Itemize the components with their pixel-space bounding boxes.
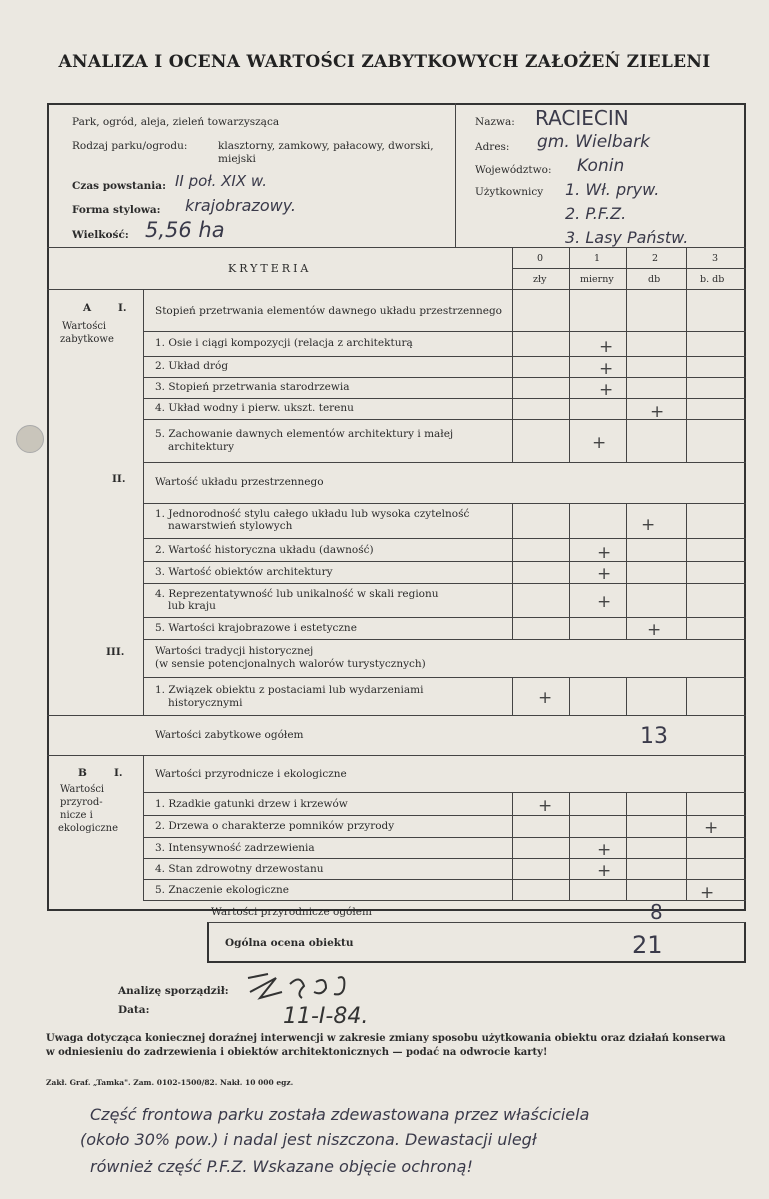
nazwa-label: Nazwa: <box>475 116 515 128</box>
section-a-letter: A <box>83 302 92 314</box>
item-1-5: 5. Zachowanie dawnych elementów architektury i małej <box>155 428 454 440</box>
item-1-5-cont: architektury <box>168 441 235 453</box>
section-b-roman: I. <box>114 767 123 779</box>
item-b-4-mark: + <box>597 861 612 881</box>
print-info: Zakł. Graf. „Tamka". Zam. 0102-1500/82. Nakł. 10 000 egz. <box>46 1078 294 1087</box>
item-1-4: 4. Układ wodny i pierw. ukszt. terenu <box>155 402 354 414</box>
item-b-1: 1. Rzadkie gatunki drzew i krzewów <box>155 798 348 810</box>
item-2-3: 3. Wartość obiektów architektury <box>155 566 333 578</box>
handnote-line-1: Część frontowa parku została zdewastowana przez właściciela <box>90 1105 590 1124</box>
data-label: Data: <box>118 1004 150 1016</box>
item-1-1: 1. Osie i ciągi kompozycji (relacja z architekturą <box>155 337 413 349</box>
object-type-line: Park, ogród, aleja, zieleń towarzysząca <box>72 116 280 128</box>
uzytkownicy-label: Użytkownicy <box>475 186 544 198</box>
przyrodnicze-total-label: Wartości przyrodnicze ogółem <box>211 906 372 918</box>
nazwa-value: RACIECIN <box>535 106 629 130</box>
rodzaj-options: klasztorny, zamkowy, pałacowy, dworski, <box>218 140 434 152</box>
item-2-4-mark: + <box>597 592 612 612</box>
rodzaj-options-2: miejski <box>218 153 256 165</box>
section-a-roman-2: II. <box>112 473 126 485</box>
handnote-line-2: (około 30% pow.) i nadal jest niszczona. Dewastacji uległ <box>80 1130 537 1149</box>
przyrodnicze-total-value: 8 <box>650 900 663 924</box>
item-b-5-mark: + <box>700 883 715 903</box>
wojewodztwo-value: Konin <box>577 156 625 176</box>
section-b-name-4: ekologiczne <box>58 823 119 834</box>
item-b-4: 4. Stan zdrowotny drzewostanu <box>155 863 324 875</box>
analize-label: Analizę sporządził: <box>118 985 229 997</box>
uwaga-line-1: Uwaga dotycząca koniecznej doraźnej interwencji w zakresie zmiany sposobu użytkowania obiektu oraz działań konserwa <box>46 1033 726 1044</box>
group-3-title: Wartości tradycji historycznej <box>155 645 314 657</box>
item-b-5: 5. Znaczenie ekologiczne <box>155 884 290 896</box>
item-1-4-mark: + <box>650 402 665 422</box>
section-a-roman-3: III. <box>106 646 125 658</box>
handnote-line-3: również część P.F.Z. Wskazane objęcie ochroną! <box>90 1157 473 1176</box>
section-b-name-2: przyrod- <box>60 797 103 808</box>
item-2-5: 5. Wartości krajobrazowe i estetyczne <box>155 622 357 634</box>
wojewodztwo-label: Województwo: <box>475 164 552 176</box>
uzytkownik-2: 2. P.F.Z. <box>565 204 627 223</box>
group-b-title: Wartości przyrodnicze i ekologiczne <box>155 768 347 780</box>
item-2-5-mark: + <box>647 620 662 640</box>
adres-value: gm. Wielbark <box>537 132 650 152</box>
signature <box>238 968 378 1006</box>
section-a-name-2: zabytkowe <box>60 334 114 345</box>
item-2-4-cont: lub kraju <box>168 600 216 612</box>
item-1-2-mark: + <box>599 359 614 379</box>
item-2-3-mark: + <box>597 564 612 584</box>
score-2-label: db <box>648 274 661 285</box>
section-a-roman: I. <box>118 302 127 314</box>
item-2-1-cont: nawarstwień stylowych <box>168 520 293 532</box>
forma-label: Forma stylowa: <box>72 204 161 216</box>
item-2-2-mark: + <box>597 543 612 563</box>
header-divider <box>455 103 456 247</box>
score-3-label: b. db <box>700 274 725 285</box>
item-b-1-mark: + <box>538 796 553 816</box>
data-value: 11-I-84. <box>283 1004 369 1029</box>
item-1-1-mark: + <box>599 337 614 357</box>
item-3-1-cont: historycznymi <box>168 697 243 709</box>
item-2-4: 4. Reprezentatywność lub unikalność w skali regionu <box>155 588 439 600</box>
forma-value: krajobrazowy. <box>185 196 297 215</box>
section-a-name-1: Wartości <box>62 321 107 332</box>
group-2-title: Wartość układu przestrzennego <box>155 476 324 488</box>
uzytkownik-3: 3. Lasy Państw. <box>565 228 689 247</box>
item-2-1: 1. Jednorodność stylu całego układu lub wysoka czytelność <box>155 508 470 520</box>
czas-value: II poł. XIX w. <box>175 172 267 190</box>
score-3-num: 3 <box>712 253 719 264</box>
zabytkowe-total-value: 13 <box>640 724 668 749</box>
score-1-num: 1 <box>594 253 601 264</box>
item-1-2: 2. Układ dróg <box>155 360 229 372</box>
item-1-3-mark: + <box>599 380 614 400</box>
score-1-label: mierny <box>580 274 614 285</box>
item-b-3-mark: + <box>597 840 612 860</box>
overall-score-label: Ogólna ocena obiektu <box>225 937 354 949</box>
group-1-title: Stopień przetrwania elementów dawnego układu przestrzennego <box>155 305 502 317</box>
item-b-2-mark: + <box>704 818 719 838</box>
section-b-name-1: Wartości <box>60 784 105 795</box>
kryteria-header: KRYTERIA <box>228 262 312 275</box>
item-3-1: 1. Związek obiektu z postaciami lub wydarzeniami <box>155 684 424 696</box>
item-b-2: 2. Drzewa o charakterze pomników przyrody <box>155 820 395 832</box>
uzytkownik-1: 1. Wł. pryw. <box>565 180 660 199</box>
uwaga-line-2: w odniesieniu do zadrzewienia i obiektów architektonicznych — podać na odwrocie karty! <box>46 1047 548 1058</box>
section-b-letter: B <box>78 767 87 779</box>
section-b-name-3: nicze i <box>60 810 93 821</box>
score-2-num: 2 <box>652 253 659 264</box>
punch-hole <box>16 425 44 453</box>
wielkosc-label: Wielkość: <box>72 229 129 241</box>
item-2-1-mark: + <box>641 515 656 535</box>
item-1-5-mark: + <box>592 433 607 453</box>
score-0-label: zły <box>533 274 547 285</box>
item-3-1-mark: + <box>538 688 553 708</box>
score-0-num: 0 <box>537 253 544 264</box>
group-3-subtitle: (w sensie potencjonalnych walorów turystycznych) <box>155 658 426 670</box>
overall-score-value: 21 <box>632 931 663 959</box>
item-b-3: 3. Intensywność zadrzewienia <box>155 842 315 854</box>
document-title: ANALIZA I OCENA WARTOŚCI ZABYTKOWYCH ZAŁOŻEŃ ZIELENI <box>58 52 711 72</box>
zabytkowe-total-label: Wartości zabytkowe ogółem <box>155 729 304 741</box>
item-1-3: 3. Stopień przetrwania starodrzewia <box>155 381 350 393</box>
czas-label: Czas powstania: <box>72 180 166 192</box>
rodzaj-label: Rodzaj parku/ogrodu: <box>72 140 188 152</box>
adres-label: Adres: <box>475 141 510 153</box>
item-2-2: 2. Wartość historyczna układu (dawność) <box>155 544 374 556</box>
wielkosc-value: 5,56 ha <box>145 218 225 242</box>
